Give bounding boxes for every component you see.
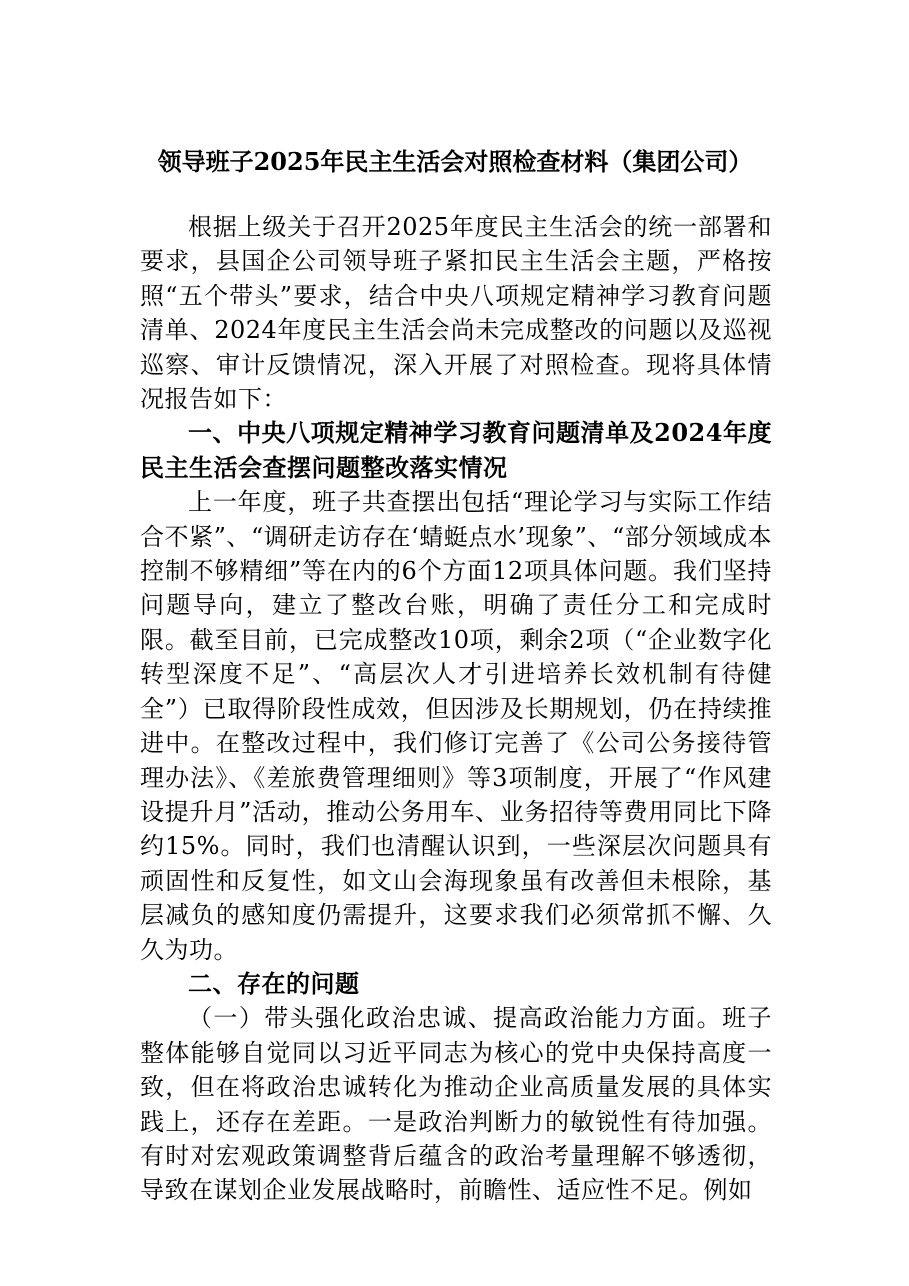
document-title: 领导班子2025年民主生活会对照检查材料（集团公司） [157, 147, 753, 176]
section-heading-1: 一、中央八项规定精神学习教育问题清单及2024年度民主生活会查摆问题整改落实情况 [140, 418, 772, 482]
intro-paragraph: 根据上级关于召开2025年度民主生活会的统一部署和要求，县国企公司领导班子紧扣民主生活会主题，严格按照“五个带头”要求，结合中央八项规定精神学习教育问题清单、2024年度民主生活会尚未完成整改的问题以及巡视巡察、审计反馈情况，深入开展了对照检查。现将具体情况报告如下： [140, 213, 772, 414]
document-body [140, 210, 772, 1208]
section-heading-2: 二、存在的问题 [188, 968, 360, 998]
section-1-paragraph: 上一年度，班子共查摆出包括“理论学习与实际工作结合不紧”、“调研走访存在‘蜻蜓点水’现象”、“部分领域成本控制不够精细”等在内的6个方面12项具体问题。我们坚持问题导向，建立了整改台账，明确了责任分工和完成时限。截至目前，已完成整改10项，剩余2项（“企业数字化转型深度不足”、“高层次人才引进培养长效机制有待健全”）已取得阶段性成效，但因涉及长期规划，仍在持续推进中。在整改过程中，我们修订完善了《公司公务接待管理办法》、《差旅费管理细则》等3项制度，开展了“作风建设提升月”活动，推动公务用车、业务招待等费用同比下降约15%。同时，我们也清醒认识到，一些深层次问题具有顽固性和反复性，如文山会海现象虽有改善但未根除，基层减负的感知度仍需提升，这要求我们必须常抓不懈、久久为功。 [140, 488, 772, 964]
section-2-paragraph: （一）带头强化政治忠诚、提高政治能力方面。班子整体能够自觉同以习近平同志为核心的党中央保持高度一致，但在将政治忠诚转化为推动企业高质量发展的具体实践上，还存在差距。一是政治判断力的敏锐性有待加强。有时对宏观政策调整背后蕴含的政治考量理解不够透彻，导致在谋划企业发展战略时，前瞻性、适应性不足。例如 [140, 1004, 772, 1205]
